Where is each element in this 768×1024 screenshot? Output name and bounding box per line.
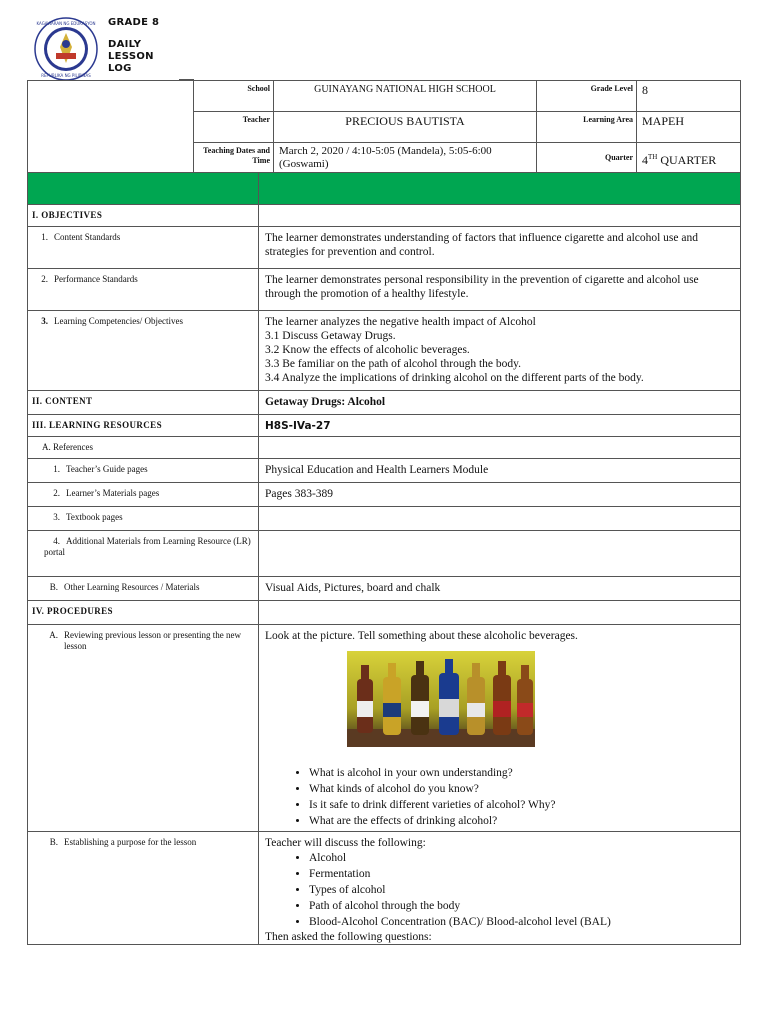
- learning-area-label: Learning Area: [537, 112, 637, 143]
- procedure-a-label: Reviewing previous lesson or presenting the new lesson: [64, 630, 241, 651]
- lr-portal-row: 4. Additional Materials from Learning Resource (LR) portal: [28, 531, 741, 577]
- lesson-log-table: [27, 172, 741, 945]
- procedures-row: [28, 601, 741, 625]
- competency-line: The learner analyzes the negative health impact of Alcohol: [265, 316, 536, 328]
- list-item: • Is it safe to drink different varieties of alcohol? Why?: [309, 797, 734, 813]
- procedure-b-row: B. Establishing a purpose for the lesson Teacher will discuss the following: • Alcohol • Fermentation • Types of alcohol • Path of alcohol through the body • Blood-Alcohol Concentration (BAC)/ Blood-alcohol level (BAL) Then asked the following questions:: [28, 832, 741, 945]
- learners-materials-label: Learner’s Materials pages: [66, 488, 160, 498]
- references-row: [28, 437, 741, 459]
- grade-level-value: 8: [637, 81, 741, 112]
- competency-line: 3.1 Discuss Getaway Drugs.: [265, 330, 396, 342]
- procedure-a-questions: [265, 765, 734, 829]
- list-item: • Path of alcohol through the body: [309, 898, 734, 914]
- daily-heading: DAILY: [108, 39, 142, 50]
- content-standards-text: The learner demonstrates understanding of factors that influence cigarette and alcohol use and strategies for prevention and control.: [259, 227, 741, 269]
- school-name: GUINAYANG NATIONAL HIGH SCHOOL: [274, 81, 537, 112]
- quarter-value: 4TH QUARTER: [637, 143, 741, 181]
- competencies-label: Learning Competencies/ Objectives: [54, 316, 183, 326]
- competency-code: H8S-IVa-27: [259, 415, 741, 437]
- procedure-b-intro: Teacher will discuss the following:: [265, 837, 426, 849]
- teachers-guide-value: Physical Education and Health Learners Module: [259, 459, 741, 483]
- teacher-label: Teacher: [194, 112, 274, 143]
- procedure-a-row: A. Reviewing previous lesson or presenting the new lesson Look at the picture. Tell something about these alcoholic beverages. • What is alcohol in your own understanding? • What kinds of alcohol do you know? • Is it safe to drink different varieties of alcohol? Why? • What are the effects of drinking alcohol?: [28, 625, 741, 832]
- list-item: • Types of alcohol: [309, 882, 734, 898]
- competency-line: 3.2 Know the effects of alcoholic beverages.: [265, 344, 470, 356]
- list-item: • What is alcohol in your own understanding?: [309, 765, 734, 781]
- other-resources-row: B. Other Learning Resources / Materials Visual Aids, Pictures, board and chalk: [28, 577, 741, 601]
- content-value: Getaway Drugs: Alcohol: [259, 391, 741, 415]
- textbook-label: Textbook pages: [66, 512, 123, 522]
- svg-text:KAGAWARAN NG EDUKASYON: KAGAWARAN NG EDUKASYON: [36, 21, 96, 26]
- content-standards-label: Content Standards: [54, 232, 121, 242]
- grade-level-label: Grade Level: [537, 81, 637, 112]
- performance-standards-label: Performance Standards: [54, 274, 138, 284]
- objectives-title: I. OBJECTIVES: [28, 205, 259, 227]
- other-resources-value: Visual Aids, Pictures, board and chalk: [259, 577, 741, 601]
- svg-text:REPUBLIKA NG PILIPINAS: REPUBLIKA NG PILIPINAS: [41, 73, 91, 78]
- procedure-b-topics: [265, 850, 734, 930]
- competencies-row: 3. Learning Competencies/ Objectives The learner analyzes the negative health impact of Alcohol 3.1 Discuss Getaway Drugs. 3.2 Know the effects of alcoholic beverages. 3.3 Be familiar on the path of alcohol through the body. 3.4 Analyze the implications of drinking alcohol on the different parts of the body.: [28, 311, 741, 391]
- procedures-title: IV. PROCEDURES: [28, 601, 259, 625]
- procedure-b-label: Establishing a purpose for the lesson: [64, 837, 197, 847]
- procedure-b-outro: Then asked the following questions:: [265, 931, 432, 943]
- quarter-label: Quarter: [537, 143, 637, 181]
- teachers-guide-label: Teacher’s Guide pages: [66, 464, 148, 474]
- content-standards-row: 1. Content Standards The learner demonstrates understanding of factors that influence cigarette and alcohol use and strategies for prevention and control.: [28, 227, 741, 269]
- grade-heading: GRADE 8: [108, 17, 160, 28]
- competency-line: 3.3 Be familiar on the path of alcohol through the body.: [265, 358, 522, 370]
- lr-portal-label: Additional Materials from Learning Resource (LR) portal: [44, 536, 251, 557]
- log-heading: LOG: [108, 63, 132, 74]
- lesson-heading: LESSON: [108, 51, 154, 62]
- resources-title: III. LEARNING RESOURCES: [28, 415, 259, 437]
- objectives-row: [28, 205, 741, 227]
- list-item: • What are the effects of drinking alcohol?: [309, 813, 734, 829]
- performance-standards-text: The learner demonstrates personal responsibility in the prevention of cigarette and alcohol use through the promotion of a healthy lifestyle.: [259, 269, 741, 311]
- references-label: A. References: [28, 437, 259, 459]
- competencies-list: [259, 311, 741, 391]
- performance-standards-row: 2. Performance Standards The learner demonstrates personal responsibility in the prevention of cigarette and alcohol use through the promotion of a healthy lifestyle.: [28, 269, 741, 311]
- content-title: II. CONTENT: [28, 391, 259, 415]
- section-bar: [28, 173, 741, 205]
- teaching-dates-value: March 2, 2020 / 4:10-5:05 (Mandela), 5:05-6:00 (Goswami): [274, 143, 537, 181]
- learners-materials-value: Pages 383-389: [259, 483, 741, 507]
- list-item: • Fermentation: [309, 866, 734, 882]
- alcoholic-beverages-photo: [347, 651, 535, 747]
- resources-row: [28, 415, 741, 437]
- deped-seal-logo: [34, 17, 98, 81]
- school-label: School: [194, 81, 274, 112]
- competency-line: 3.4 Analyze the implications of drinking alcohol on the different parts of the body.: [265, 372, 644, 384]
- teachers-guide-row: 1. Teacher’s Guide pages Physical Education and Health Learners Module: [28, 459, 741, 483]
- teacher-name: PRECIOUS BAUTISTA: [274, 112, 537, 143]
- list-item: • Blood-Alcohol Concentration (BAC)/ Blood-alcohol level (BAL): [309, 914, 734, 930]
- header-frame: [27, 80, 195, 173]
- other-resources-label: Other Learning Resources / Materials: [64, 582, 200, 592]
- list-item: • What kinds of alcohol do you know?: [309, 781, 734, 797]
- content-row: [28, 391, 741, 415]
- learners-materials-row: 2. Learner’s Materials pages Pages 383-389: [28, 483, 741, 507]
- teaching-dates-label: Teaching Dates and Time: [194, 143, 274, 181]
- textbook-row: 3. Textbook pages: [28, 507, 741, 531]
- list-item: • Alcohol: [309, 850, 734, 866]
- learning-area-value: MAPEH: [637, 112, 741, 143]
- school-info-table: [193, 80, 741, 181]
- procedure-a-intro: Look at the picture. Tell something about these alcoholic beverages.: [265, 630, 578, 642]
